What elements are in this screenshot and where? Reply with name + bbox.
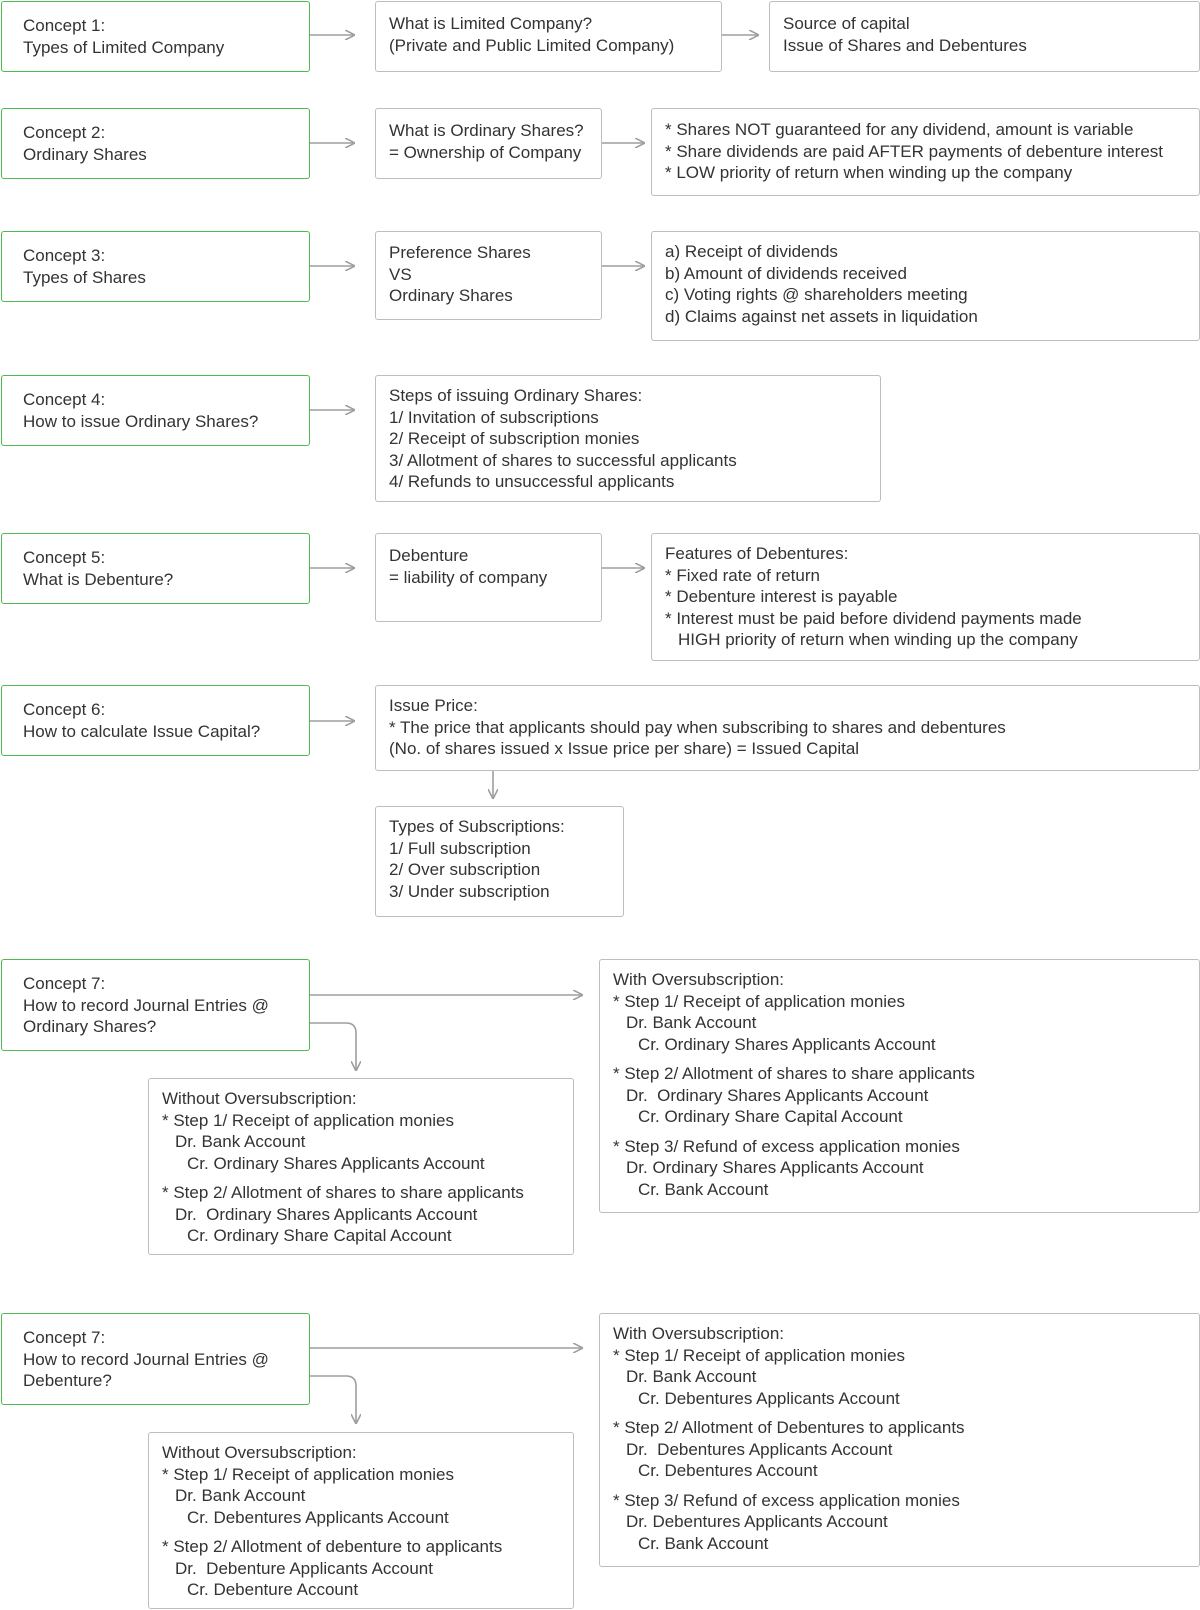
box-line: Preference Shares bbox=[389, 243, 531, 262]
concept-1-box bbox=[1, 1, 310, 72]
concept-title: Concept 7: bbox=[23, 974, 106, 993]
box-line: Source of capital bbox=[783, 14, 910, 33]
box-line: (Private and Public Limited Company) bbox=[389, 35, 675, 55]
preference-vs-ordinary-box bbox=[375, 231, 602, 320]
box-line: 3/ Under subscription bbox=[389, 881, 550, 901]
concept-subtitle: How to record Journal Entries @ bbox=[23, 995, 269, 1015]
concept-title: Concept 1: bbox=[23, 16, 106, 35]
journal-debit: Dr. Bank Account bbox=[175, 1132, 306, 1151]
debenture-features-box bbox=[651, 533, 1200, 661]
concept-title: Concept 4: bbox=[23, 390, 106, 409]
box-heading: With Oversubscription: bbox=[613, 1324, 784, 1343]
journal-debit: Dr. Ordinary Shares Applicants Account bbox=[626, 1085, 929, 1105]
box-line: b) Amount of dividends received bbox=[665, 263, 907, 283]
concept-subtitle: How to issue Ordinary Shares? bbox=[23, 411, 259, 431]
box-line: * Interest must be paid before dividend payments made bbox=[665, 608, 1082, 628]
box-line: * Fixed rate of return bbox=[665, 565, 820, 585]
box-line: What is Ordinary Shares? bbox=[389, 121, 584, 140]
box-line: d) Claims against net assets in liquidation bbox=[665, 306, 978, 326]
box-line: 3/ Allotment of shares to successful applicants bbox=[389, 450, 737, 470]
box-heading: Debenture bbox=[389, 546, 469, 565]
concept-subtitle: Types of Shares bbox=[23, 267, 146, 287]
subscription-types-box bbox=[375, 806, 624, 917]
concept-subtitle: Ordinary Shares? bbox=[23, 1017, 157, 1036]
journal-credit: Cr. Bank Account bbox=[638, 1179, 769, 1199]
box-line: Ordinary Shares bbox=[389, 286, 513, 305]
journal-credit: Cr. Debentures Account bbox=[638, 1461, 818, 1480]
box-heading: Steps of issuing Ordinary Shares: bbox=[389, 386, 643, 405]
concept-subtitle: Debenture? bbox=[23, 1371, 112, 1390]
box-line: HIGH priority of return when winding up the company bbox=[678, 630, 1078, 649]
box-heading: Features of Debentures: bbox=[665, 544, 849, 563]
ordinary-shares-features-box bbox=[651, 108, 1200, 196]
journal-step: * Step 2/ Allotment of shares to share applicants bbox=[613, 1064, 975, 1083]
journal-step: * Step 1/ Receipt of application monies bbox=[162, 1110, 455, 1130]
concept-3-box bbox=[1, 231, 310, 302]
concept-6-box bbox=[1, 685, 310, 756]
arrow-c7b-to-without bbox=[310, 1376, 356, 1423]
box-heading: Without Oversubscription: bbox=[162, 1443, 357, 1462]
concept-title: Concept 7: bbox=[23, 1328, 106, 1347]
box-line: 2/ Receipt of subscription monies bbox=[389, 429, 640, 448]
concept-subtitle: Ordinary Shares bbox=[23, 144, 147, 164]
box-line: = liability of company bbox=[389, 567, 548, 587]
concept-title: Concept 2: bbox=[23, 123, 106, 142]
journal-step: * Step 3/ Refund of excess application monies bbox=[613, 1490, 960, 1510]
box-line: (No. of shares issued x Issue price per share) = Issued Capital bbox=[389, 739, 860, 758]
journal-debit: Dr. Debenture Applicants Account bbox=[175, 1558, 433, 1578]
journal-debit: Dr. Ordinary Shares Applicants Account bbox=[175, 1204, 478, 1224]
journal-step: * Step 3/ Refund of excess application monies bbox=[613, 1136, 960, 1156]
journal-step: * Step 1/ Receipt of application monies bbox=[613, 991, 906, 1011]
journal-credit: Cr. Debenture Account bbox=[187, 1580, 359, 1599]
concept-subtitle: Types of Limited Company bbox=[23, 37, 225, 57]
journal-debit: Dr. Debentures Applicants Account bbox=[626, 1512, 888, 1531]
box-line: = Ownership of Company bbox=[389, 142, 582, 162]
box-heading: Issue Price: bbox=[389, 696, 478, 715]
journal-step: * Step 2/ Allotment of debenture to applicants bbox=[162, 1537, 503, 1556]
box-line: What is Limited Company? bbox=[389, 14, 593, 33]
journal-credit: Cr. Debentures Applicants Account bbox=[638, 1388, 900, 1408]
issue-price-box bbox=[375, 685, 1200, 771]
concept-7-debenture-box bbox=[1, 1313, 310, 1405]
box-heading: Without Oversubscription: bbox=[162, 1089, 357, 1108]
journal-debit: Dr. Ordinary Shares Applicants Account bbox=[626, 1158, 924, 1177]
box-line: * Shares NOT guaranteed for any dividend, amount is variable bbox=[665, 120, 1134, 139]
debenture-box bbox=[375, 533, 602, 622]
debenture-with-oversubscription-box bbox=[599, 1313, 1200, 1567]
journal-step: * Step 2/ Allotment of Debentures to applicants bbox=[613, 1418, 965, 1437]
arrow-c7a-to-without bbox=[310, 1023, 356, 1070]
journal-step: * Step 2/ Allotment of shares to share applicants bbox=[162, 1183, 524, 1202]
box-line: * Share dividends are paid AFTER payments of debenture interest bbox=[665, 141, 1164, 161]
journal-credit: Cr. Ordinary Share Capital Account bbox=[187, 1226, 452, 1245]
journal-debit: Dr. Debentures Applicants Account bbox=[626, 1439, 893, 1459]
journal-credit: Cr. Ordinary Shares Applicants Account bbox=[638, 1034, 936, 1054]
concept-5-box bbox=[1, 533, 310, 604]
journal-debit: Dr. Bank Account bbox=[626, 1013, 757, 1032]
box-line: * Debenture interest is payable bbox=[665, 587, 898, 606]
box-line: Issue of Shares and Debentures bbox=[783, 35, 1027, 55]
box-line: 1/ Full subscription bbox=[389, 838, 531, 858]
debenture-without-oversubscription-box bbox=[148, 1432, 574, 1609]
journal-debit: Dr. Bank Account bbox=[175, 1486, 306, 1505]
concept-subtitle: How to record Journal Entries @ bbox=[23, 1349, 269, 1369]
concept-subtitle: What is Debenture? bbox=[23, 569, 174, 589]
concept-4-box bbox=[1, 375, 310, 446]
concept-title: Concept 6: bbox=[23, 700, 106, 719]
concept-title: Concept 3: bbox=[23, 246, 106, 265]
journal-credit: Cr. Ordinary Shares Applicants Account bbox=[187, 1153, 485, 1173]
journal-credit: Cr. Debentures Applicants Account bbox=[187, 1507, 449, 1527]
concept-subtitle: How to calculate Issue Capital? bbox=[23, 721, 261, 741]
shares-without-oversubscription-box bbox=[148, 1078, 574, 1255]
box-heading: With Oversubscription: bbox=[613, 970, 784, 989]
share-comparison-criteria-box bbox=[651, 231, 1200, 341]
box-line: a) Receipt of dividends bbox=[665, 242, 838, 261]
box-line: 4/ Refunds to unsuccessful applicants bbox=[389, 472, 675, 491]
box-line: * The price that applicants should pay when subscribing to shares and debentures bbox=[389, 717, 1006, 737]
box-line: * LOW priority of return when winding up the company bbox=[665, 163, 1073, 182]
journal-credit: Cr. Ordinary Share Capital Account bbox=[638, 1107, 903, 1126]
issuing-steps-box bbox=[375, 375, 881, 502]
journal-step: * Step 1/ Receipt of application monies bbox=[613, 1345, 906, 1365]
concept-2-box bbox=[1, 108, 310, 179]
shares-with-oversubscription-box bbox=[599, 959, 1200, 1213]
box-line: 2/ Over subscription bbox=[389, 860, 541, 879]
concept-title: Concept 5: bbox=[23, 548, 106, 567]
concept-7-shares-box bbox=[1, 959, 310, 1051]
journal-debit: Dr. Bank Account bbox=[626, 1367, 757, 1386]
journal-credit: Cr. Bank Account bbox=[638, 1533, 769, 1553]
box-line: c) Voting rights @ shareholders meeting bbox=[665, 285, 968, 304]
ordinary-shares-box bbox=[375, 108, 602, 179]
source-of-capital-box bbox=[769, 1, 1200, 72]
journal-step: * Step 1/ Receipt of application monies bbox=[162, 1464, 455, 1484]
box-heading: Types of Subscriptions: bbox=[389, 817, 565, 836]
box-line: VS bbox=[389, 264, 412, 284]
box-line: 1/ Invitation of subscriptions bbox=[389, 407, 599, 427]
limited-company-box bbox=[375, 1, 722, 72]
